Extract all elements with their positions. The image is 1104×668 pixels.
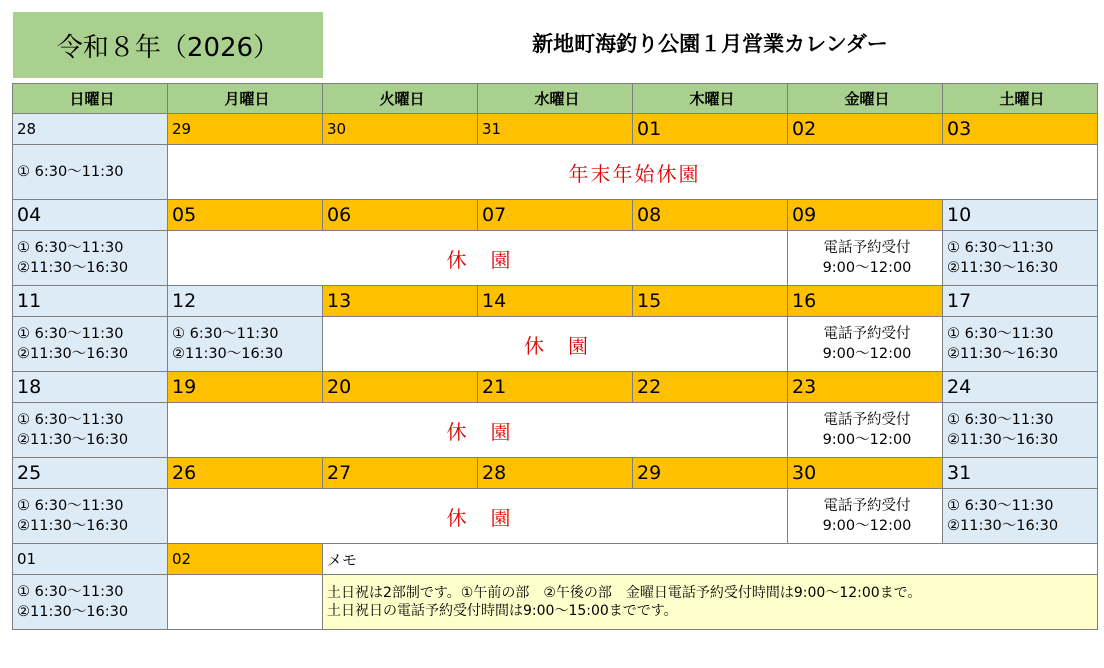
date-cell: 06 — [323, 200, 478, 231]
date-cell: 12 — [168, 286, 323, 317]
date-cell: 08 — [633, 200, 788, 231]
date-cell: 28 — [478, 458, 633, 489]
date-cell: 23 — [788, 372, 943, 403]
phone-title: 電話予約受付 — [823, 326, 911, 342]
date-cell: 16 — [788, 286, 943, 317]
phone-hours: 9:00～12:00 — [822, 260, 912, 276]
hours-afternoon: ②11:30～16:30 — [947, 518, 1059, 534]
closed-cell: 休 園 — [323, 317, 788, 372]
date-cell: 24 — [943, 372, 1098, 403]
hours-afternoon: ②11:30～16:30 — [947, 432, 1059, 448]
date-cell: 14 — [478, 286, 633, 317]
hours-afternoon: ②11:30～16:30 — [17, 518, 129, 534]
date-cell: 13 — [323, 286, 478, 317]
week-5-dates — [13, 458, 1098, 489]
date-cell: 09 — [788, 200, 943, 231]
date-cell: 26 — [168, 458, 323, 489]
date-cell: 28 — [13, 114, 168, 145]
hours-morning: ① 6:30～11:30 — [17, 326, 124, 342]
week-6-dates — [13, 544, 1098, 575]
phone-title: 電話予約受付 — [823, 240, 911, 256]
weekday-mon: 月曜日 — [168, 84, 323, 114]
date-cell: 01 — [13, 544, 168, 575]
date-cell: 21 — [478, 372, 633, 403]
hours-cell — [13, 231, 168, 286]
hours-afternoon: ②11:30～16:30 — [17, 260, 129, 276]
date-cell: 02 — [788, 114, 943, 145]
date-cell: 19 — [168, 372, 323, 403]
hours-cell — [13, 403, 168, 458]
date-cell: 31 — [943, 458, 1098, 489]
phone-title: 電話予約受付 — [823, 412, 911, 428]
week-3-dates — [13, 286, 1098, 317]
phone-title: 電話予約受付 — [823, 498, 911, 514]
date-cell: 11 — [13, 286, 168, 317]
hours-afternoon: ②11:30～16:30 — [17, 432, 129, 448]
hours-morning: ① 6:30～11:30 — [947, 240, 1054, 256]
date-cell: 18 — [13, 372, 168, 403]
phone-reservation-cell — [788, 231, 943, 286]
date-cell: 03 — [943, 114, 1098, 145]
holiday-closed-cell: 年末年始休園 — [168, 145, 1098, 200]
closed-cell: 休 園 — [168, 403, 788, 458]
hours-cell — [943, 317, 1098, 372]
date-cell: 07 — [478, 200, 633, 231]
week-5-info — [13, 489, 1098, 544]
week-4-info — [13, 403, 1098, 458]
hours-cell — [943, 489, 1098, 544]
memo-text — [323, 575, 1098, 630]
weekday-fri: 金曜日 — [788, 84, 943, 114]
week-2-dates — [13, 200, 1098, 231]
phone-hours: 9:00～12:00 — [822, 518, 912, 534]
hours-afternoon: ②11:30～16:30 — [947, 260, 1059, 276]
memo-line-2: 土日祝日の電話予約受付時間は9:00～15:00までです。 — [327, 603, 678, 619]
hours-morning: ① 6:30～11:30 — [17, 498, 124, 514]
hours-afternoon: ②11:30～16:30 — [17, 346, 129, 362]
weekday-header-row — [13, 84, 1098, 114]
date-cell: 02 — [168, 544, 323, 575]
memo-label: メモ — [323, 544, 1098, 575]
date-cell: 05 — [168, 200, 323, 231]
date-cell: 31 — [478, 114, 633, 145]
weekday-thu: 木曜日 — [633, 84, 788, 114]
date-cell: 27 — [323, 458, 478, 489]
hours-cell — [168, 317, 323, 372]
date-cell: 22 — [633, 372, 788, 403]
hours-morning: ① 6:30～11:30 — [172, 326, 279, 342]
date-cell: 20 — [323, 372, 478, 403]
hours-cell — [13, 317, 168, 372]
phone-hours: 9:00～12:00 — [822, 346, 912, 362]
hours-cell — [13, 145, 168, 200]
date-cell: 15 — [633, 286, 788, 317]
weekday-tue: 火曜日 — [323, 84, 478, 114]
date-cell: 30 — [323, 114, 478, 145]
hours-cell — [943, 231, 1098, 286]
weekday-sat: 土曜日 — [943, 84, 1098, 114]
hours-morning: ① 6:30～11:30 — [17, 164, 124, 180]
date-cell: 25 — [13, 458, 168, 489]
hours-cell — [943, 403, 1098, 458]
date-cell: 10 — [943, 200, 1098, 231]
date-cell: 17 — [943, 286, 1098, 317]
hours-morning: ① 6:30～11:30 — [17, 584, 124, 600]
date-cell: 04 — [13, 200, 168, 231]
hours-morning: ① 6:30～11:30 — [17, 412, 124, 428]
hours-morning: ① 6:30～11:30 — [947, 412, 1054, 428]
hours-afternoon: ②11:30～16:30 — [947, 346, 1059, 362]
empty-cell — [168, 575, 323, 630]
date-cell: 29 — [168, 114, 323, 145]
week-6-info — [13, 575, 1098, 630]
hours-cell — [13, 489, 168, 544]
date-cell: 29 — [633, 458, 788, 489]
hours-afternoon: ②11:30～16:30 — [17, 604, 129, 620]
calendar-title: 新地町海釣り公園１月営業カレンダー — [532, 32, 888, 56]
week-4-dates — [13, 372, 1098, 403]
week-1-dates — [13, 114, 1098, 145]
calendar-table — [12, 83, 1098, 630]
phone-hours: 9:00～12:00 — [822, 432, 912, 448]
weekday-sun: 日曜日 — [13, 84, 168, 114]
hours-morning: ① 6:30～11:30 — [947, 498, 1054, 514]
week-2-info — [13, 231, 1098, 286]
weekday-wed: 水曜日 — [478, 84, 633, 114]
hours-morning: ① 6:30～11:30 — [947, 326, 1054, 342]
phone-reservation-cell — [788, 403, 943, 458]
hours-morning: ① 6:30～11:30 — [17, 240, 124, 256]
week-3-info — [13, 317, 1098, 372]
week-1-info — [13, 145, 1098, 200]
hours-afternoon: ②11:30～16:30 — [172, 346, 284, 362]
phone-reservation-cell — [788, 489, 943, 544]
date-cell: 30 — [788, 458, 943, 489]
closed-cell: 休 園 — [168, 489, 788, 544]
hours-cell — [13, 575, 168, 630]
closed-cell: 休 園 — [168, 231, 788, 286]
memo-line-1: 土日祝は2部制です。①午前の部 ②午後の部 金曜日電話予約受付時間は9:00～12:00まで。 — [327, 585, 922, 601]
year-label: 令和８年（2026） — [13, 12, 323, 78]
date-cell: 01 — [633, 114, 788, 145]
phone-reservation-cell — [788, 317, 943, 372]
